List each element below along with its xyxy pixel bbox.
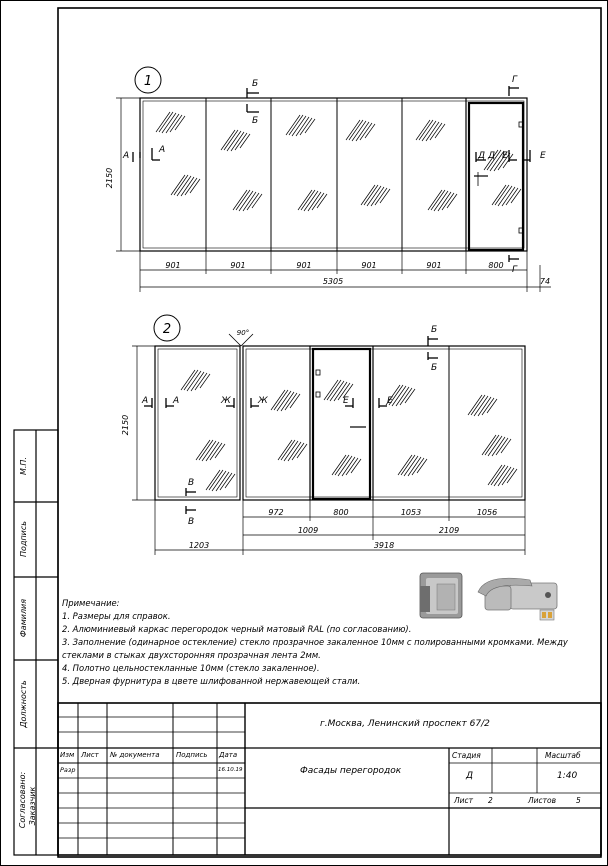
view-2-section-v-bottom: В [188,517,195,527]
note-4: 4. Полотно цельностекланные 10мм (стекло закаленное). [62,663,320,673]
side-label-dolzhnost: Должность [19,680,28,728]
view-2-width-4: 1056 [476,508,498,517]
side-label-zakazchik: Заказчик [28,786,37,826]
view-1-width-6: 800 [488,261,504,270]
side-label-podpis: Подпись [19,521,28,557]
view-2-section-e-left: Е [343,396,349,406]
view-2-section-b-bottom: Б [431,363,438,373]
view-1-section-d-left: Д [478,151,486,161]
view-1-width-4: 901 [361,261,377,270]
outer-border [1,1,608,866]
view-2-width-2: 800 [333,508,349,517]
view-1-width-5: 901 [426,261,442,270]
tb-sheets-value: 5 [576,796,581,805]
view-1-total-width: 5305 [322,277,344,286]
view-2-width-1: 972 [268,508,284,517]
view-1-section-g-bottom: Г [512,265,518,275]
view-2-width-6: 2109 [438,526,460,535]
side-label-mp: М.П. [19,457,28,476]
tb-sheet-value: 2 [488,796,493,805]
view-2-section-a-left: А [142,396,149,406]
view-2-section-b-top: Б [431,325,438,335]
notes-block [62,597,597,688]
view-1-number: 1 [143,74,153,89]
view-2-angle: 90° [236,329,250,337]
tb-sheets-label: Листов [528,796,557,805]
view-1-width-3: 901 [296,261,312,270]
tb-col-doc: № документа [110,751,160,759]
view-2-section-e-right: Е [387,396,393,406]
note-3: 3. Заполнение (одинарное остекление) стекло прозрачное закаленное 10мм с полированными кромками. Между стеклами в стыках двухсторонняя прозрачная лента 2мм. [62,637,568,660]
tb-row-izm: Разр [60,766,76,774]
tb-col-izm: Изм [60,751,75,759]
tb-col-list: Лист [81,751,99,759]
tb-drawing-title: Фасады перегородок [300,766,402,776]
view-2-number: 2 [162,322,172,337]
notes-title: Примечание: [62,598,120,608]
view-2-width-5: 1009 [297,526,319,535]
tb-scale-value: 1:40 [557,771,578,781]
note-1: 1. Размеры для справок. [62,611,171,621]
tb-address: г.Москва, Ленинский проспект 67/2 [320,719,490,729]
view-1-section-e-right: Е [540,151,546,161]
view-2-section-v-top: В [188,478,195,488]
side-label-familia: Фамилия [19,598,28,638]
tb-scale-label: Масштаб [545,751,581,760]
view-1-section-g-top: Г [512,75,518,85]
tb-col-date: Дата [219,751,238,759]
view-1-section-e-left: Е [502,151,508,161]
view-1-section-b-bottom: Б [252,116,259,126]
note-2: 2. Алюминиевый каркас перегородок черный матовый RAL (по согласованию). [62,624,412,634]
view-2-section-a-right: А [173,396,180,406]
view-2-width-total: 3918 [373,541,395,550]
tb-row-date: 16.10.19 [218,767,243,773]
view-1-section-a-left: А [123,151,130,161]
view-1 [105,67,551,292]
view-2 [121,315,525,555]
view-2-width-3: 1053 [400,508,422,517]
view-1-section-b-top: Б [252,79,259,89]
view-1-section-d-right: Д [488,151,496,161]
tb-col-sign: Подпись [176,751,208,759]
view-1-height: 2150 [105,167,114,189]
view-1-width-2: 901 [230,261,246,270]
tb-stage-label: Стадия [452,751,481,760]
view-2-height: 2150 [121,414,130,436]
note-5: 5. Дверная фурнитура в цвете шлифованной нержавеющей стали. [62,676,361,686]
view-2-section-zh-left: Ж [221,396,231,406]
tb-stage-value: Д [466,771,474,781]
view-2-section-zh-right: Ж [258,396,268,406]
view-2-width-left: 1203 [188,541,210,550]
tb-sheet-label: Лист [454,796,474,805]
view-2-door [313,349,370,499]
view-1-section-a-right: А [159,145,166,155]
view-1-extra-width: 74 [539,277,551,286]
side-label-soglasovano: Согласовано: [18,771,27,829]
view-1-width-1: 901 [165,261,181,270]
